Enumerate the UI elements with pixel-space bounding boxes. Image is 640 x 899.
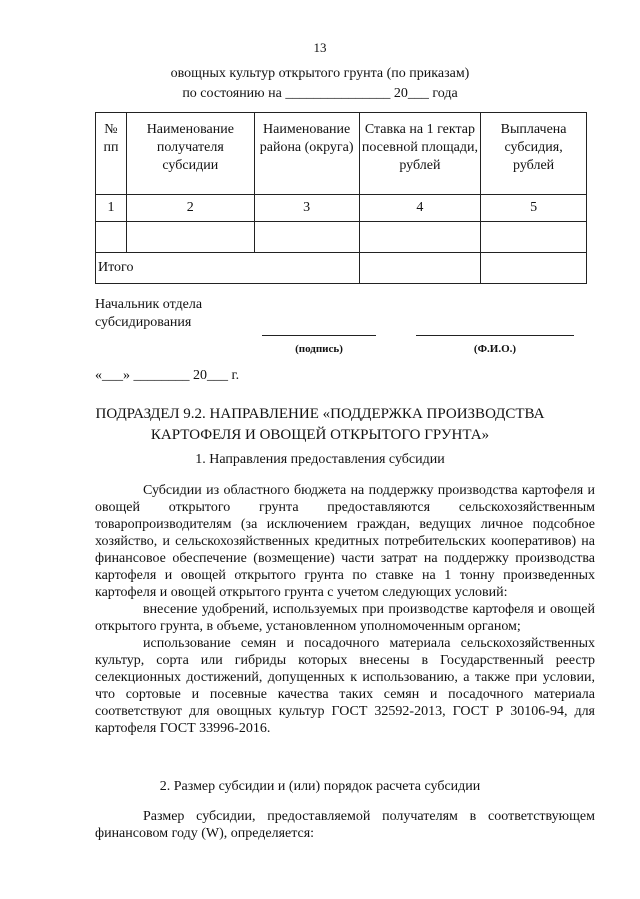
- table-cell: [126, 222, 254, 253]
- paragraph: Размер субсидии, предоставляемой получателям в соответствующем финансовом году (W), определяется:: [95, 809, 595, 841]
- signature-date: «___» ________ 20___ г.: [95, 368, 240, 383]
- col-header-number: № пп: [96, 113, 127, 195]
- col-number-1: 1: [96, 195, 127, 222]
- table-empty-row: [96, 222, 587, 253]
- table-header-row: [96, 113, 587, 195]
- signature-line: [262, 335, 376, 336]
- col-number-3: 3: [254, 195, 359, 222]
- position-line2: субсидирования: [95, 315, 192, 330]
- section-body: [95, 482, 595, 737]
- col-number-2: 2: [126, 195, 254, 222]
- section-title-line1: ПОДРАЗДЕЛ 9.2. НАПРАВЛЕНИЕ «ПОДДЕРЖКА ПРОИЗВОДСТВА: [95, 406, 545, 422]
- col-header-district: Наименование района (округа): [254, 113, 359, 195]
- name-line: [416, 335, 574, 336]
- signature-caption: (подпись): [295, 343, 343, 355]
- table-cell: [96, 222, 127, 253]
- col-header-paid: Выплачена субсидия, рублей: [481, 113, 587, 195]
- subsidy-table: [95, 112, 587, 284]
- table-cell: [481, 222, 587, 253]
- table-cell: [481, 253, 587, 284]
- paragraph: внесение удобрений, используемых при производстве картофеля и овощей открытого грунта, в объеме, установленном уполномоченным органом;: [95, 602, 595, 634]
- page-number: 13: [313, 40, 327, 55]
- section-body-2: [95, 808, 595, 842]
- paragraph: использование семян и посадочного материала сельскохозяйственных культур, сорта или гибриды которых внесены в Государственный реестр селекционных достижений, допущенных к использованию, а также при условии, что сортовые и посевные качества таких семян и посадочного материала соответствуют для овощных культур ГОСТ 32592-2013, ГОСТ Р 30106-94, для картофеля ГОСТ 33996-2016.: [95, 636, 595, 736]
- col-header-rate: Ставка на 1 гектар посевной площади, рублей: [359, 113, 481, 195]
- total-label: Итого: [96, 253, 360, 284]
- table-cell: [359, 253, 481, 284]
- col-header-recipient: Наименование получателя субсидии: [126, 113, 254, 195]
- name-caption: (Ф.И.О.): [473, 343, 517, 355]
- table-title-line2: по состоянию на _______________ 20___ года: [182, 86, 458, 101]
- table-number-row: [96, 195, 587, 222]
- subsection-2-title: 2. Размер субсидии и (или) порядок расчета субсидии: [159, 779, 481, 794]
- table-total-row: [96, 253, 587, 284]
- table-cell: [359, 222, 481, 253]
- subsection-1-title: 1. Направления предоставления субсидии: [195, 452, 445, 467]
- table-cell: [254, 222, 359, 253]
- col-number-4: 4: [359, 195, 481, 222]
- paragraph: Субсидии из областного бюджета на поддержку производства картофеля и овощей открытого грунта предоставляются сельскохозяйственным товаропроизводителям (за исключением граждан, ведущих личное подсобное хозяйство, и сельскохозяйственных кредитных потребительских кооперативов) на финансовое обеспечение (возмещение) части затрат на поддержку производства картофеля и овощей открытого грунта по ставке на 1 тонну произведенных картофеля и овощей открытого грунта с учетом следующих условий:: [95, 483, 595, 600]
- section-title: [0, 404, 640, 446]
- section-title-line2: КАРТОФЕЛЯ И ОВОЩЕЙ ОТКРЫТОГО ГРУНТА»: [150, 427, 490, 443]
- signatory-position: [95, 296, 202, 332]
- position-line1: Начальник отдела: [95, 297, 203, 312]
- col-number-5: 5: [481, 195, 587, 222]
- table-title-line1: овощных культур открытого грунта (по приказам): [170, 66, 470, 81]
